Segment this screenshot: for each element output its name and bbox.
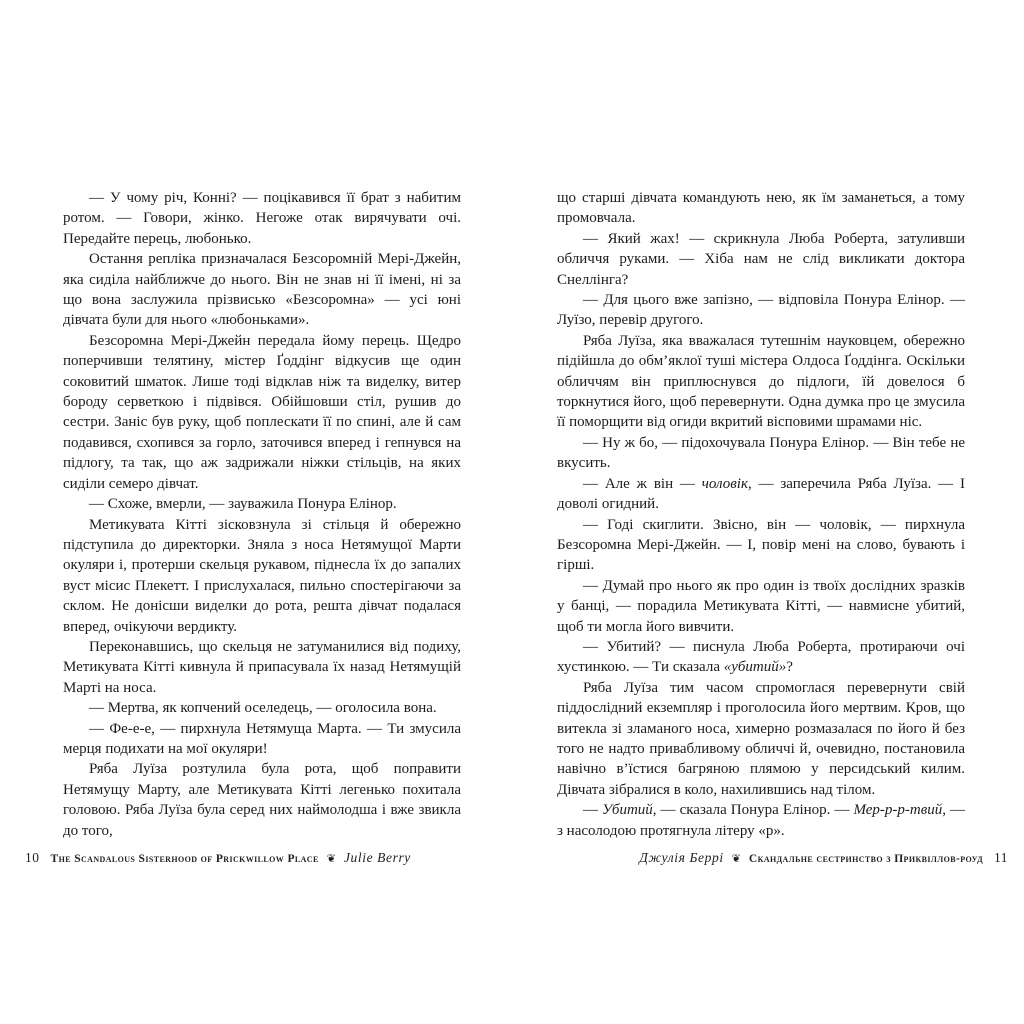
paragraph bbox=[557, 229, 965, 290]
text-run: що старші дівчата командують нею, як їм заманеться, а тому промовчала. bbox=[557, 190, 965, 227]
left-page-number: 10 bbox=[25, 850, 40, 865]
text-run-italic: «убитий» bbox=[723, 659, 787, 676]
paragraph bbox=[63, 494, 461, 514]
text-run: , — заперечила Ряба Луїза. — І доволі огидний. bbox=[557, 475, 966, 513]
paragraph bbox=[557, 433, 965, 474]
text-run: — У чому річ, Конні? — поцікавився її брат з набитим ротом. — Говори, жінко. Негоже отак вирячувати очі. Передайте перець, любонько. bbox=[63, 190, 461, 247]
paragraph bbox=[557, 576, 965, 637]
text-run: — Який жах! — скрикнула Люба Роберта, затуливши обличчя руками. — Хіба нам не слід викликати доктора Снеллінга? bbox=[557, 230, 965, 288]
text-run: Безсоромна Мері-Джейн передала йому перець. Щедро поперчивши телятину, містер Ґоддінг відкусив ще один соковитий шматок. Лише тоді відклав ніж та виделку, витер бороду серветкою і підвівся. Обійшовши стіл, рушив до сестри. Заніс був руку, щоб поплескати її по спині, але й сам подавився, схопився за горло, заточився вперед і гепнувся на підлогу, та так, що аж задрижали ніжки стільців, на яких сиділи семеро дівчат. bbox=[63, 332, 461, 492]
text-run: — Мертва, як копчений оселедець, — оголосила вона. bbox=[89, 700, 437, 717]
paragraph bbox=[557, 678, 965, 800]
text-run: , — з насолодою протягнула літеру «р». bbox=[557, 802, 965, 839]
text-run: — Фе-е-е, — пирхнула Нетямуща Марта. — Ти змусила мерця подихати на мої окуляри! bbox=[63, 720, 461, 757]
author-name-english: Julie Berry bbox=[343, 850, 411, 865]
paragraph bbox=[557, 331, 965, 433]
series-title: The Scandalous Sisterhood of Prickwillow Place bbox=[50, 853, 319, 865]
left-page-text bbox=[63, 188, 461, 841]
paragraph bbox=[557, 800, 965, 841]
paragraph bbox=[557, 474, 965, 515]
text-run-italic: Мер-р-р-твий bbox=[853, 802, 943, 819]
text-run: — Ну ж бо, — підохочувала Понура Елінор. — Він тебе не вкусить. bbox=[557, 434, 965, 472]
text-run: Переконавшись, що скельця не затуманилися від подиху, Метикувата Кітті кивнула й припасувала їх назад Нетямущій Марті на носа. bbox=[63, 638, 461, 696]
text-run: — Але ж він — bbox=[583, 475, 702, 492]
text-run: Ряба Луїза тим часом спромоглася перевернути свій піддослідний екземпляр і проголосила його мертвим. Кров, що витекла зі зламаного носа, химерно розмазалася по його й без того не надто привабливому обличчі й, очевидно, постановила навічно в’їстися багряною плямою у персидський килим. Дівчата зібралися в коло, нахилившись над тілом. bbox=[557, 679, 965, 798]
paragraph bbox=[63, 759, 461, 841]
text-run: — Годі скиглити. Звісно, він — чоловік, — пирхнула Безсоромна Мері-Джейн. — І, повір мені на слово, бувають і гірші. bbox=[557, 516, 965, 574]
paragraph bbox=[63, 719, 461, 760]
paragraph bbox=[63, 249, 461, 331]
paragraph bbox=[557, 637, 965, 678]
right-page-number: 11 bbox=[994, 850, 1008, 865]
text-run: Метикувата Кітті зісковзнула зі стільця й обережно підступила до директорки. Зняла з носа Нетямущої Марти окуляри і, протерши скельця рукавом, піднесла їх до запалих вуст місис Плекетт. І прислухалася, пильно спостерігаючи за склом. Не донісши виделки до рота, решта дівчат подалася вперед, очікуючи вердикту. bbox=[63, 516, 461, 635]
paragraph bbox=[557, 290, 965, 331]
text-run: — Убитий? — писнула Люба Роберта, протираючи очі хустинкою. — Ти сказала bbox=[557, 638, 965, 676]
text-run: Ряба Луїза розтулила була рота, щоб поправити Нетямущу Марту, але Метикувата Кітті легенько похитала головою. Ряба Луїза була серед них наймолодша і вже звикла до того, bbox=[63, 761, 461, 839]
paragraph bbox=[63, 331, 461, 494]
paragraph bbox=[63, 637, 461, 698]
text-run: — Думай про нього як про один із твоїх дослідних зразків у банці, — порадила Метикувата Кітті, — навмисне убитий, щоб ти могла його вивчити. bbox=[557, 577, 965, 635]
text-run: ? bbox=[786, 659, 793, 676]
right-page-footer bbox=[639, 850, 1008, 866]
book-title-ukrainian: Скандальне сестринство з Приквіллов-роуд bbox=[748, 853, 983, 865]
paragraph bbox=[63, 515, 461, 637]
fleuron-icon: ❦ bbox=[326, 852, 336, 865]
text-run: — Для цього вже запізно, — відповіла Понура Елінор. — Луїзо, перевір другого. bbox=[557, 292, 965, 329]
author-name-ukrainian: Джулія Беррі bbox=[639, 850, 724, 865]
paragraph bbox=[557, 188, 965, 229]
paragraph bbox=[63, 698, 461, 718]
text-run: , — сказала Понура Елінор. — bbox=[652, 802, 854, 819]
text-run: Ряба Луїза, яка вважалася тутешнім науковцем, обережно підійшла до обм’яклої туші містера Олдоса Ґоддінга. Оскільки обличчям він приплюснувся до підлоги, їй довелося б торкнутися його, щоб перевернути. Одна думка про це змусила її поморщити від огиди вкритий вісповими шрамами ніс. bbox=[557, 332, 965, 431]
paragraph bbox=[63, 188, 461, 249]
text-run: — bbox=[583, 802, 603, 819]
fleuron-icon: ❦ bbox=[731, 852, 741, 865]
text-run-italic: Убитий bbox=[602, 802, 653, 819]
text-run: Остання репліка призначалася Безсоромній Мері-Джейн, яка сиділа найближче до нього. Він не знав ні її імені, ні за що вона заслужила прізвисько «Безсоромна» — усі юні дівчата були для нього «любоньками». bbox=[63, 251, 461, 329]
text-run: — Схоже, вмерли, — зауважила Понура Елінор. bbox=[89, 496, 397, 513]
text-run-italic: чоловік bbox=[701, 475, 748, 492]
left-page-footer bbox=[25, 850, 411, 866]
paragraph bbox=[557, 515, 965, 576]
right-page-text bbox=[557, 188, 965, 841]
